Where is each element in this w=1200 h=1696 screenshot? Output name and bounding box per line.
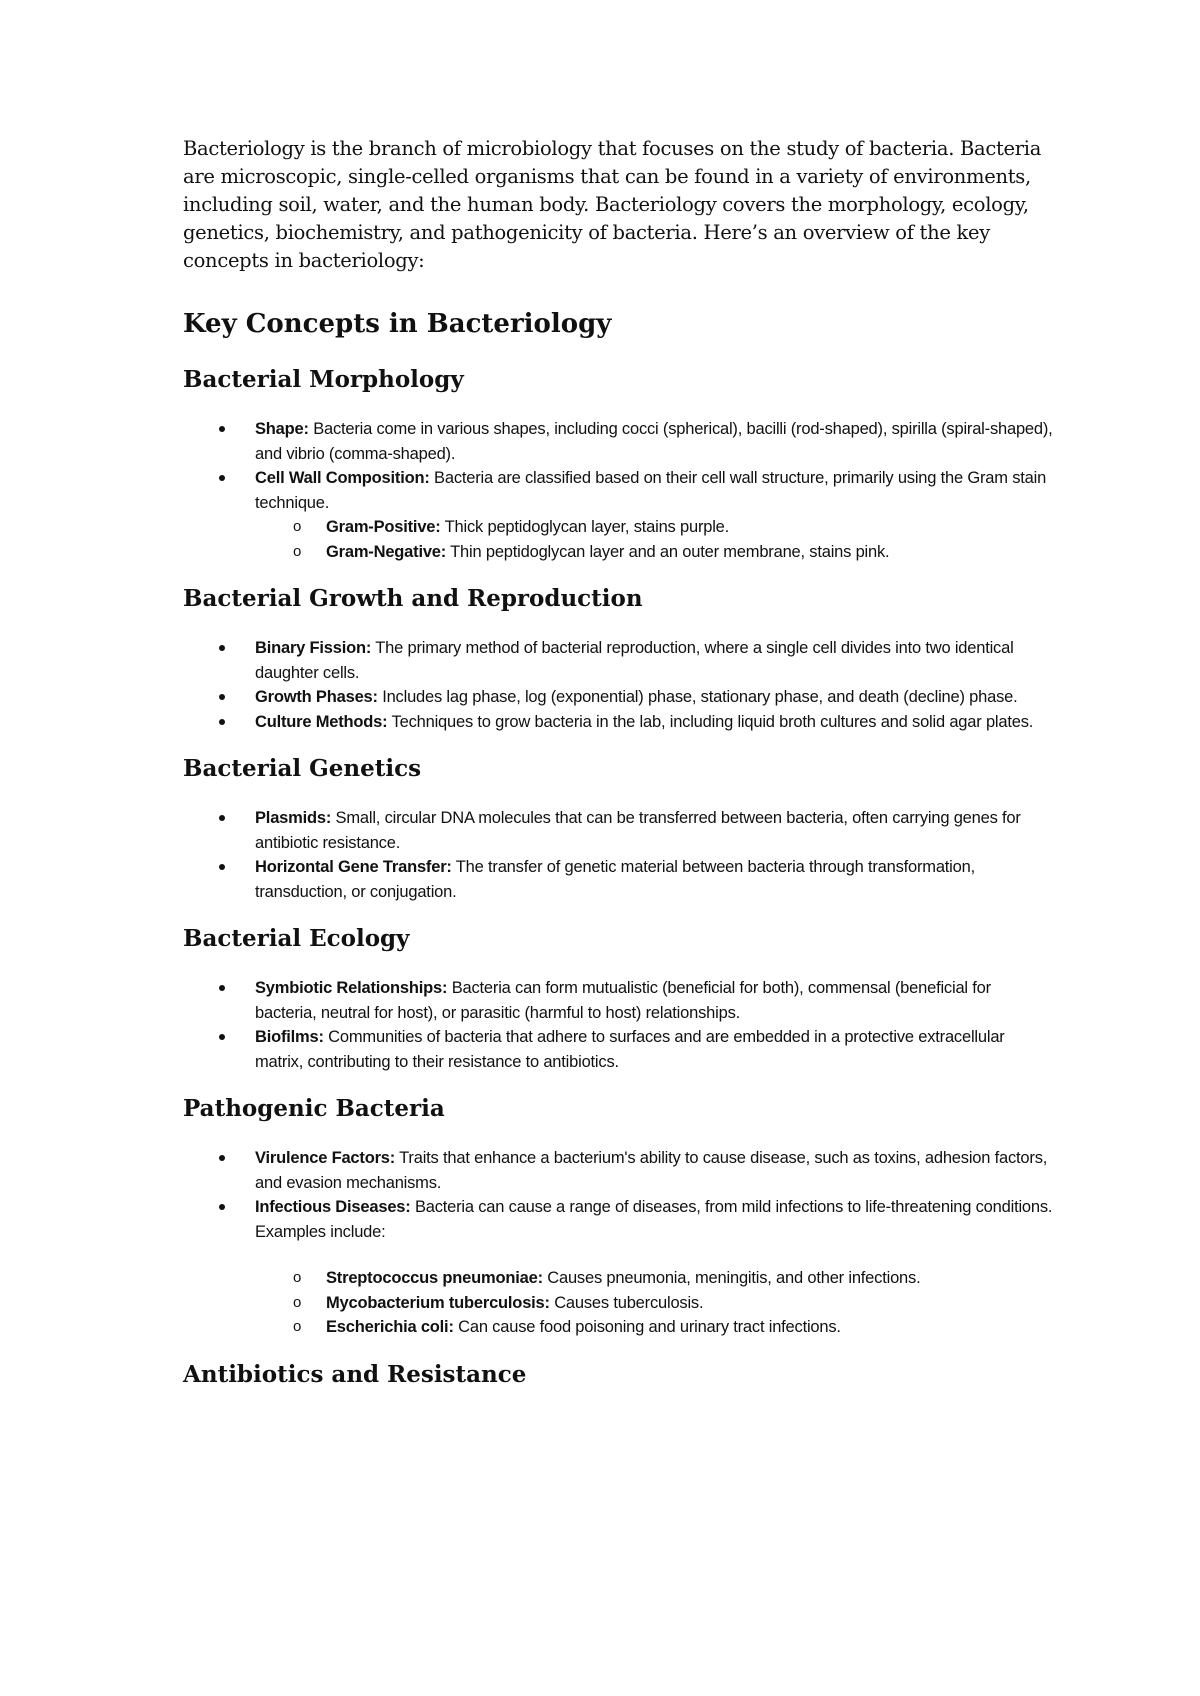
sub-list-item [183,1266,1053,1291]
genetics-list [183,806,1053,904]
intro-paragraph: Bacteriology is the branch of microbiology that focuses on the study of bacteria. Bacteria are microscopic, single-celled organisms that can be found in a variety of environments, including soil, water, and the human body. Bacteriology covers the morphology, ecology, genetics, biochemistry, and pathogenicity of bacteria. Here’s an overview of the key concepts in bacteriology: [183,137,1042,272]
section-heading-genetics: Bacterial Genetics [183,755,422,782]
item-text: Techniques to grow bacteria in the lab, including liquid broth cultures and solid agar plates. [387,712,1034,731]
list-item [183,806,1053,855]
document-page [183,135,1053,1390]
item-term: Binary Fission: [255,639,372,657]
list-item [183,976,1053,1025]
item-term: Escherichia coli: [326,1318,454,1336]
list-item [183,710,1053,735]
item-term: Infectious Diseases: [255,1198,411,1216]
list-item [183,466,1053,515]
document-title: Key Concepts in Bacteriology [183,309,612,339]
section-heading-pathogenic: Pathogenic Bacteria [183,1095,445,1122]
item-term: Virulence Factors: [255,1149,396,1167]
pathogenic-list [183,1146,1053,1244]
gram-stain-sublist [183,515,1053,564]
sub-list-item [183,515,1053,540]
section-heading-morphology: Bacterial Morphology [183,366,464,393]
item-text: The primary method of bacterial reproduction, where a single cell divides into two identical daughter cells. [255,639,1014,682]
item-term: Mycobacterium tuberculosis: [326,1293,550,1312]
item-term: Streptococcus pneumoniae: [326,1269,543,1287]
item-text: Bacteria can cause a range of diseases, from mild infections to life-threatening conditions. Examples include: [255,1198,1053,1241]
section-heading-ecology: Bacterial Ecology [183,925,410,952]
list-item [183,417,1053,466]
item-term: Shape: [255,420,309,438]
sub-list-item [183,1291,1053,1316]
morphology-list [183,417,1053,515]
item-text: Includes lag phase, log (exponential) phase, stationary phase, and death (decline) phase. [377,688,1018,706]
item-text: Bacteria can form mutualistic (beneficial for both), commensal (beneficial for bacteria, neutral for host), or parasitic (harmful to host) relationships. [255,979,991,1022]
growth-list [183,636,1053,734]
item-text: The transfer of genetic material between bacteria through transformation, transduction, or conjugation. [255,858,975,901]
item-text: Small, circular DNA molecules that can be transferred between bacteria, often carrying genes for antibiotic resistance. [255,809,1021,852]
item-term: Culture Methods: [255,712,388,731]
item-text: Bacteria come in various shapes, including cocci (spherical), bacilli (rod-shaped), spirilla (spiral-shaped), and vibrio (comma-shaped). [255,420,1053,463]
item-text: Bacteria are classified based on their cell wall structure, primarily using the Gram stain technique. [255,469,1047,512]
item-term: Gram-Positive: [326,518,441,536]
sub-list-item [183,540,1053,565]
list-item [183,1025,1053,1074]
section-heading-antibiotics: Antibiotics and Resistance [183,1360,527,1388]
examples-sublist [183,1266,1053,1340]
list-item [183,685,1053,710]
list-item [183,855,1053,904]
item-text: Thin peptidoglycan layer and an outer membrane, stains pink. [446,542,890,561]
item-term: Plasmids: [255,809,332,827]
item-term: Growth Phases: [255,688,378,706]
list-item [183,1146,1053,1195]
item-term: Symbiotic Relationships: [255,979,448,997]
section-heading-growth: Bacterial Growth and Reproduction [183,585,643,612]
item-text: Communities of bacteria that adhere to surfaces and are embedded in a protective extracellular matrix, contributing to their resistance to antibiotics. [255,1028,1005,1071]
item-text: Can cause food poisoning and urinary tract infections. [453,1318,841,1336]
item-text: Causes pneumonia, meningitis, and other infections. [542,1269,921,1287]
sub-list-item [183,1315,1053,1340]
list-item [183,636,1053,685]
list-item [183,1195,1053,1244]
item-text: Causes tuberculosis. [549,1293,704,1312]
item-text: Thick peptidoglycan layer, stains purple. [440,518,730,536]
item-term: Horizontal Gene Transfer: [255,858,452,876]
item-term: Gram-Negative: [326,542,447,561]
item-term: Cell Wall Composition: [255,469,430,487]
item-text: Traits that enhance a bacterium's ability to cause disease, such as toxins, adhesion factors, and evasion mechanisms. [255,1149,1048,1192]
ecology-list [183,976,1053,1074]
item-term: Biofilms: [255,1028,324,1046]
